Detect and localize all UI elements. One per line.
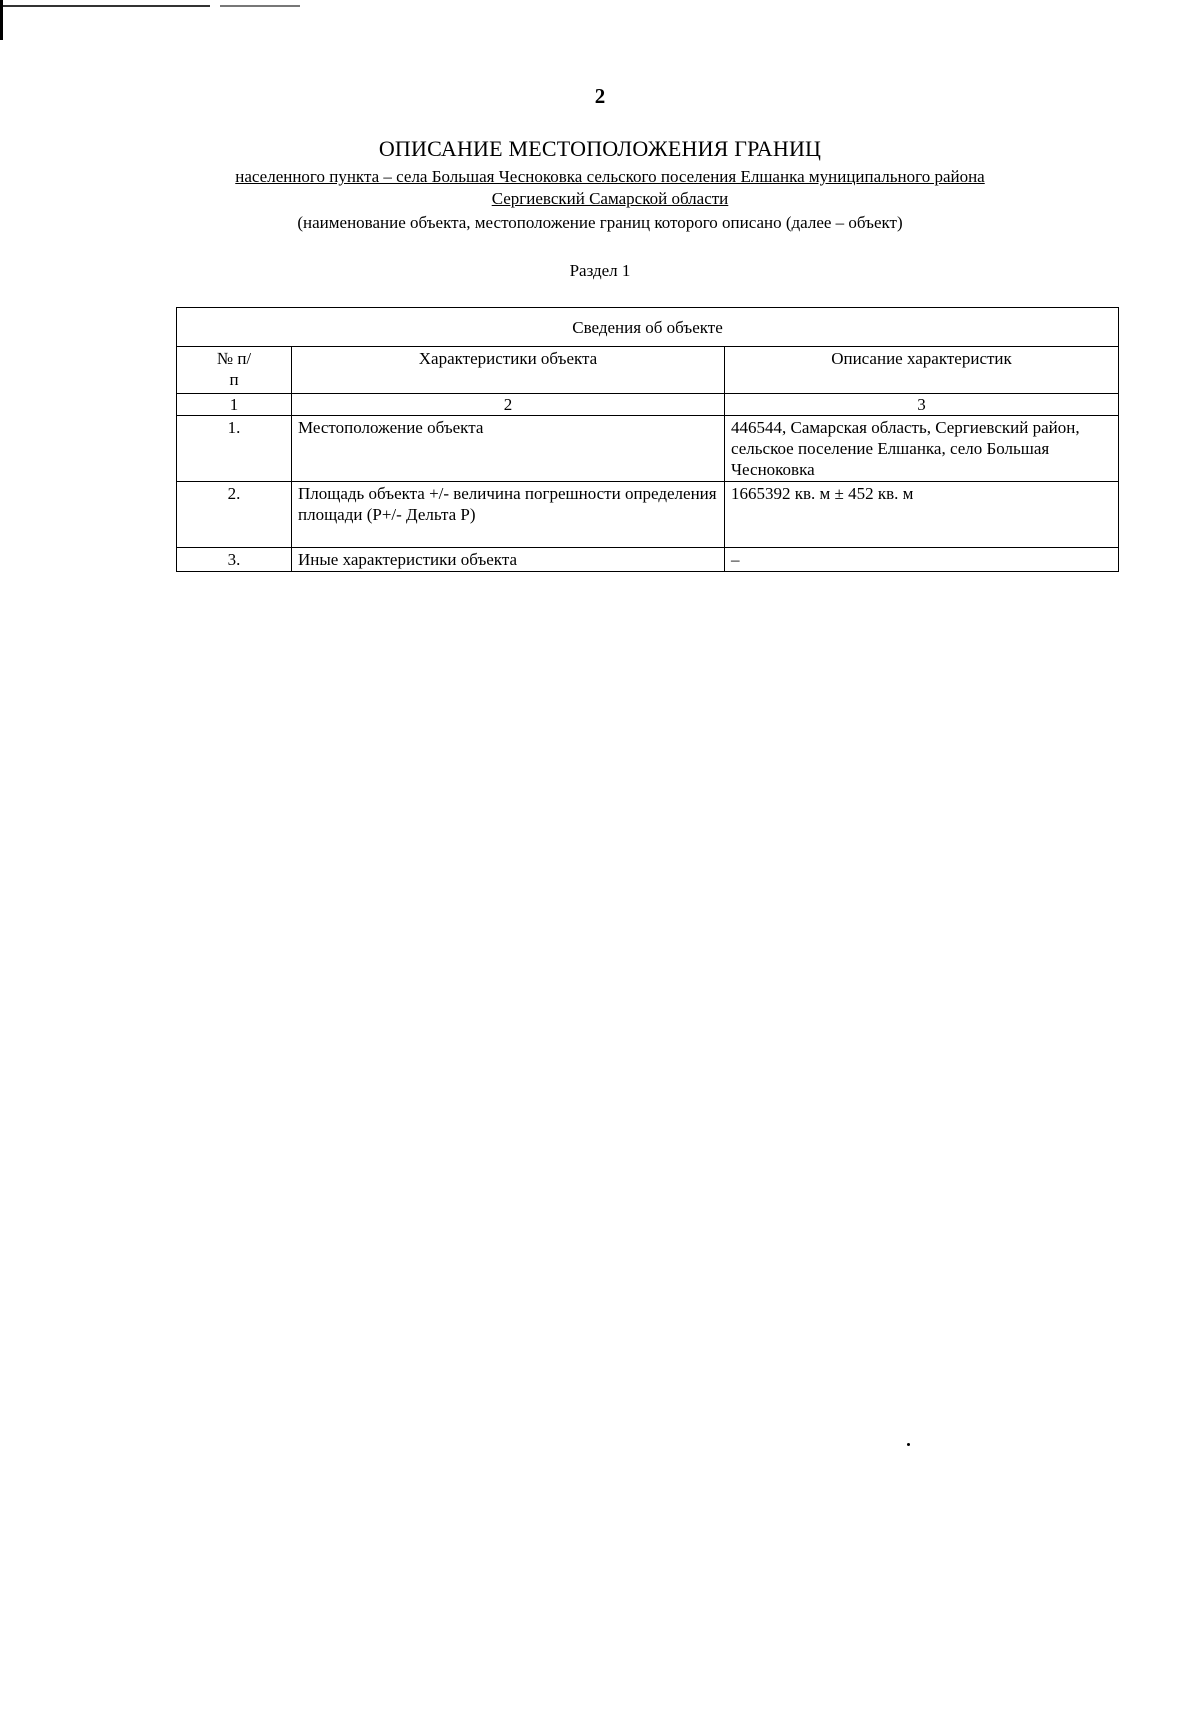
table-header-row xyxy=(177,347,1119,394)
row-characteristic: Площадь объекта +/- величина погрешности определения площади (P+/- Дельта P) xyxy=(292,482,725,548)
row-description: 1665392 кв. м ± 452 кв. м xyxy=(725,482,1119,548)
column-header-description: Описание характеристик xyxy=(725,347,1119,394)
row-characteristic: Местоположение объекта xyxy=(292,416,725,482)
subtitle-line-2: Сергиевский Самарской области xyxy=(491,189,729,208)
document-subtitle xyxy=(180,166,1040,210)
scan-speck xyxy=(907,1443,910,1446)
column-number-2: 2 xyxy=(292,394,725,416)
page-number: 2 xyxy=(594,84,606,108)
table-caption-row xyxy=(177,308,1119,347)
table-caption: Сведения об объекте xyxy=(177,308,1119,347)
table-row xyxy=(177,416,1119,482)
column-number-1: 1 xyxy=(177,394,292,416)
subtitle-line-1: населенного пункта – села Большая Чесноковка сельского поселения Елшанка муниципального района xyxy=(235,167,985,186)
row-description: – xyxy=(725,548,1119,572)
row-number: 2. xyxy=(177,482,292,548)
table-column-number-row xyxy=(177,394,1119,416)
row-characteristic: Иные характеристики объекта xyxy=(292,548,725,572)
row-description: 446544, Самарская область, Сергиевский район, сельское поселение Елшанка, село Большая Чесноковка xyxy=(725,416,1119,482)
table-row xyxy=(177,482,1119,548)
object-info-table xyxy=(176,307,1119,572)
subtitle-note: (наименование объекта, местоположение границ которого описано (далее – объект) xyxy=(297,213,903,232)
row-number: 3. xyxy=(177,548,292,572)
row-number: 1. xyxy=(177,416,292,482)
column-header-number xyxy=(177,347,292,394)
document-title: ОПИСАНИЕ МЕСТОПОЛОЖЕНИЯ ГРАНИЦ xyxy=(378,136,822,161)
column-header-number-text: № п/п xyxy=(216,349,252,389)
column-header-characteristic: Характеристики объекта xyxy=(292,347,725,394)
scan-line-artifact xyxy=(0,5,340,7)
section-label: Раздел 1 xyxy=(569,261,631,280)
table-row xyxy=(177,548,1119,572)
column-number-3: 3 xyxy=(725,394,1119,416)
